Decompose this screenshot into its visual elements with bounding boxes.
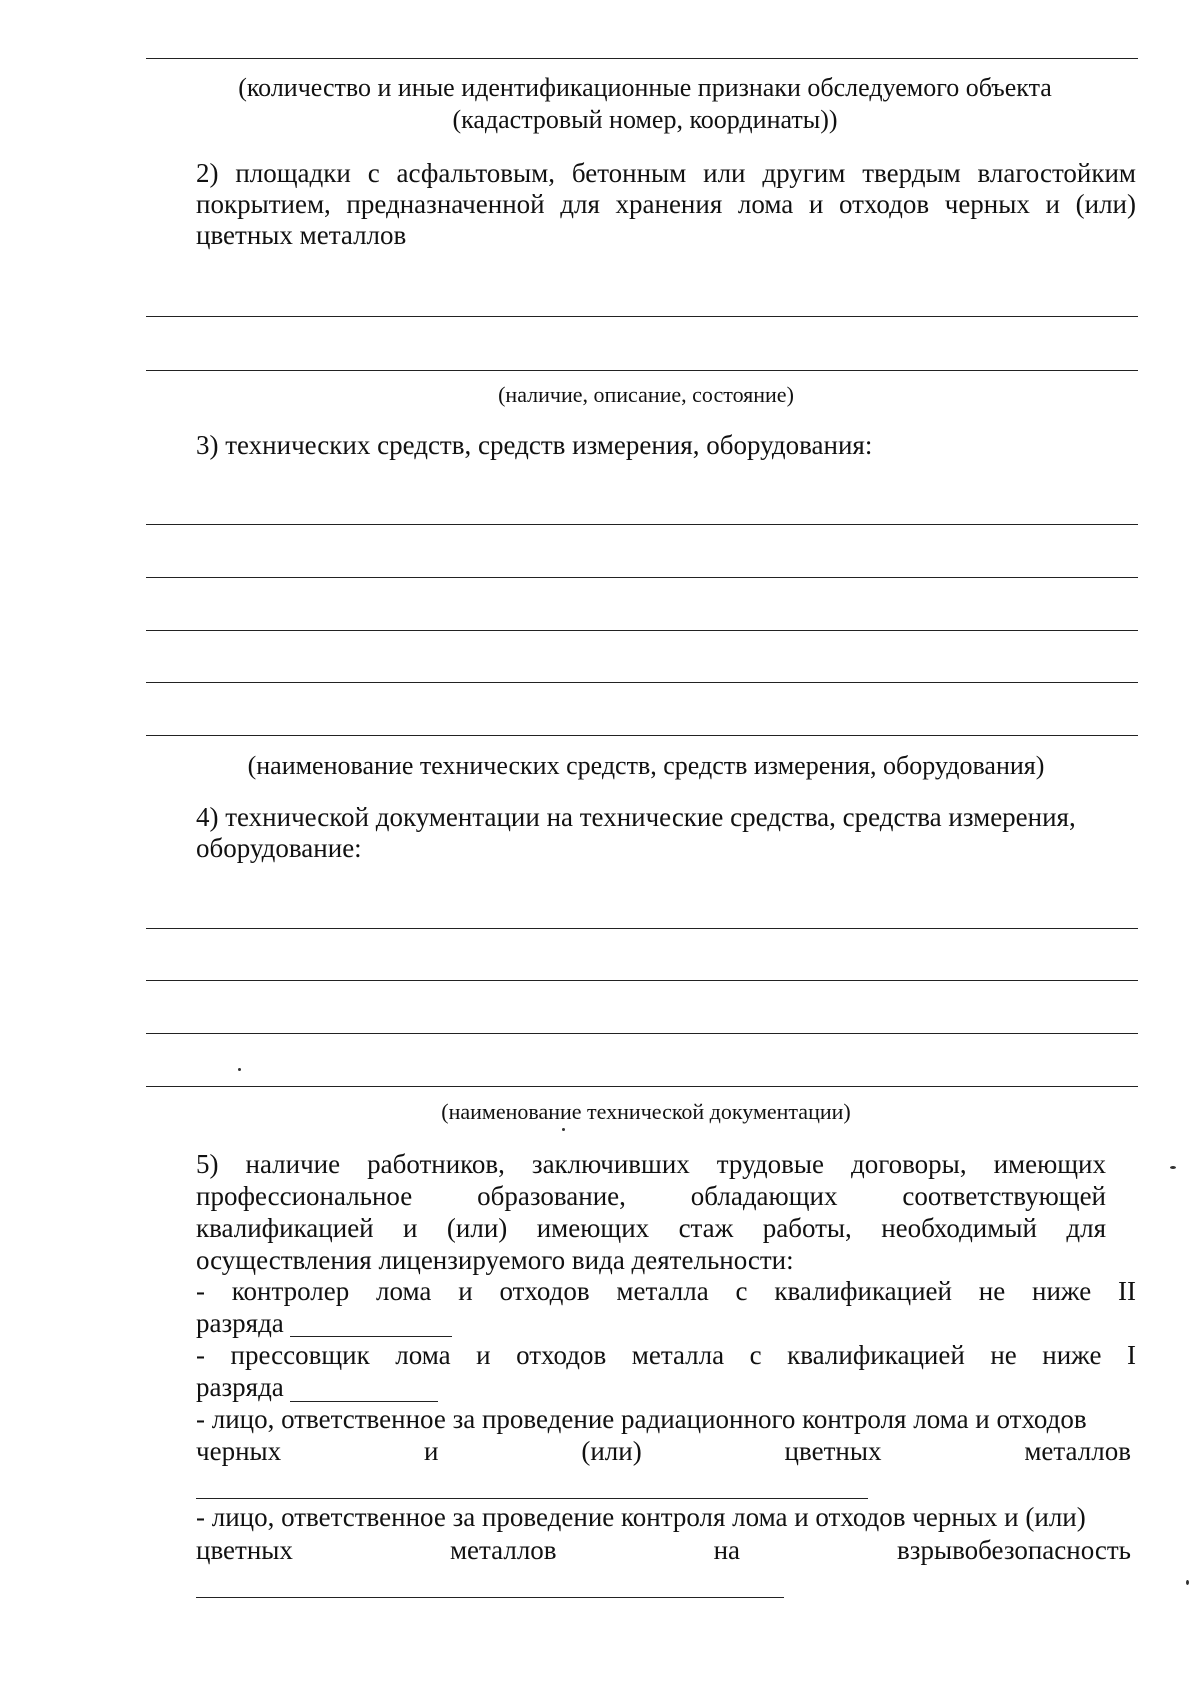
blank-line	[146, 1033, 1138, 1034]
caption-tech-names: (наименование технических средств, средств измерения, оборудования)	[247, 751, 1045, 780]
blank-line	[146, 524, 1138, 525]
scan-speck	[238, 1068, 241, 1071]
word: цветных	[196, 1535, 293, 1565]
blank-line	[290, 1401, 438, 1402]
word: и	[424, 1436, 439, 1466]
staff-explosion-line2	[196, 1535, 1131, 1566]
caption-presence: (наличие, описание, состояние)	[498, 382, 794, 407]
staff-presser: - прессовщик лома и отходов металла с квалификацией не ниже I	[196, 1340, 1136, 1370]
item-4-text: 4) технической документации на технические средства, средства измерения, оборудование:	[196, 802, 1076, 863]
blank-line	[146, 928, 1138, 929]
blank-line	[146, 316, 1138, 317]
word: взрывобезопасность	[897, 1535, 1131, 1565]
blank-line	[290, 1336, 452, 1337]
blank-line	[146, 682, 1138, 683]
word: на	[713, 1535, 741, 1565]
blank-line	[196, 1597, 784, 1598]
word: (или)	[581, 1436, 642, 1466]
staff-explosion-line1: - лицо, ответственное за проведение контроля лома и отходов черных и (или)	[196, 1502, 1086, 1532]
word: металлов	[449, 1535, 557, 1565]
blank-line	[146, 980, 1138, 981]
blank-line	[196, 1498, 868, 1499]
staff-controller-grade: разряда	[196, 1308, 284, 1338]
staff-radiation-line1: - лицо, ответственное за проведение радиационного контроля лома и отходов	[196, 1404, 1087, 1434]
caption-tech-docs: (наименование технической документации)	[441, 1099, 851, 1124]
scan-speck	[562, 1128, 565, 1131]
blank-line	[146, 577, 1138, 578]
item-3-text: 3) технических средств, средств измерения, оборудования:	[196, 430, 873, 460]
staff-presser-grade: разряда	[196, 1372, 284, 1402]
word: металлов	[1024, 1436, 1131, 1466]
item-5-text: 5) наличие работников, заключивших трудовые договоры, имеющих профессиональное образование, обладающих соответствующей квалификацией и (или) имеющих стаж работы, необходимый для осуществления лицензируемого вида деятельности:	[196, 1149, 1106, 1275]
scan-speck	[1170, 1166, 1176, 1169]
blank-line	[146, 370, 1138, 371]
word: цветных	[784, 1436, 882, 1466]
scan-speck	[1186, 1580, 1189, 1585]
item-2-text: 2) площадки с асфальтовым, бетонным или другим твердым влагостойким покрытием, предназначенной для хранения лома и отходов черных и (или) цветных металлов	[196, 158, 1136, 250]
caption-object-id: (количество и иные идентификационные признаки обследуемого объекта (кадастровый номер, координаты))	[238, 73, 1052, 134]
blank-line	[146, 630, 1138, 631]
staff-controller: - контролер лома и отходов металла с квалификацией не ниже II	[196, 1276, 1136, 1306]
blank-line	[146, 1086, 1138, 1087]
blank-line	[146, 735, 1138, 736]
staff-radiation-line2	[196, 1436, 1131, 1467]
word: черных	[196, 1436, 282, 1466]
blank-line	[146, 58, 1138, 59]
